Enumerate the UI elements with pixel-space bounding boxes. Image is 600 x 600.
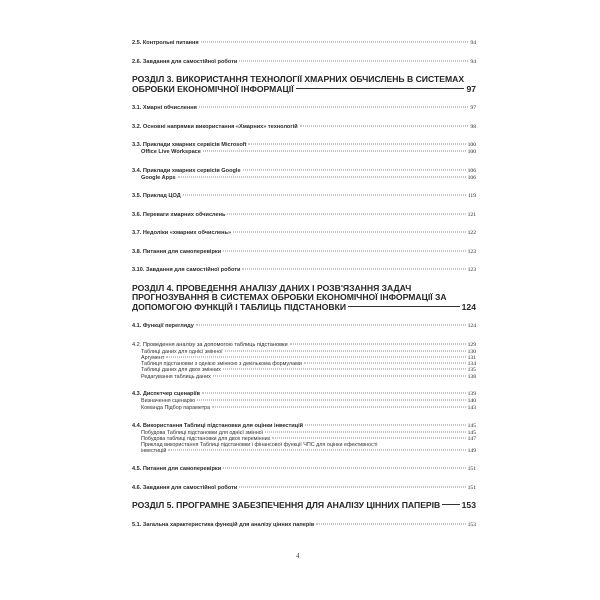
toc-subitem-title: Таблиці даних для однієї змінної	[141, 348, 223, 355]
toc-subitem	[132, 374, 476, 380]
toc-page-number: 153	[461, 500, 476, 511]
toc-page-number: 149	[467, 448, 476, 455]
leader-dots	[239, 60, 468, 61]
toc-entry	[132, 193, 476, 200]
leader-dots	[239, 486, 465, 487]
leader-dots	[201, 42, 469, 43]
toc-section-heading	[132, 75, 476, 94]
toc-page-number: 140	[467, 398, 476, 405]
toc-page-number: 119	[467, 193, 476, 199]
toc-entry-title: 3.5. Приклад ЦОД	[132, 193, 181, 199]
toc-entry	[132, 142, 476, 156]
toc-entry-continuation: Office Live Workspace	[141, 149, 201, 155]
section-heading-line: ОБРОБКИ ЕКОНОМІЧНОЇ ІНФОРМАЦІЇ	[132, 83, 294, 94]
toc-entry-title: 3.7. Недоліки «хмарних обчислень»	[132, 230, 232, 236]
toc-entry-title: 3.1. Хмарні обчислення	[132, 105, 197, 111]
leader-dots	[243, 169, 466, 170]
leader-dots	[316, 523, 465, 524]
toc-entry	[132, 323, 476, 330]
toc-entry-continuation: Google Apps	[141, 174, 176, 181]
toc-subitem-title-line: Приклад використання Таблиці підстановки і фінансової функції ЧПС для оцінки ефективності	[141, 442, 378, 449]
toc-page-number: 123	[467, 267, 476, 273]
section-heading-line: РОЗДІЛ 5. ПРОГРАМНЕ ЗАБЕЗПЕЧЕННЯ ДЛЯ АНАЛІЗУ ЦІННИХ ПАПЕРІВ	[132, 500, 441, 511]
toc-entry-title: 4.4. Використання Таблиці підстановки для оцінки інвестицій	[132, 422, 304, 429]
toc-entry	[132, 212, 476, 219]
leader-dots	[233, 232, 466, 233]
toc-page-number: 100	[467, 142, 476, 148]
toc-entry	[132, 40, 476, 47]
leader-dots	[290, 343, 466, 344]
toc-page-number: 134	[467, 361, 476, 368]
toc-entry-title: 2.6. Завдання для самостійної роботи	[132, 58, 238, 65]
toc-entry-title: 4.6. Завдання для самостійної роботи	[132, 484, 238, 491]
leader-dots	[183, 195, 466, 196]
toc-page-number: 153	[467, 521, 476, 528]
toc-page-number: 129	[467, 341, 476, 348]
toc-entry	[132, 267, 476, 274]
toc-page-number: 131	[467, 354, 476, 361]
leader-dots	[202, 393, 466, 394]
leader-dots	[300, 125, 469, 126]
toc-page-number: 94	[470, 58, 476, 65]
toc-entry	[132, 423, 476, 455]
toc-entry	[132, 168, 476, 182]
toc-entry	[132, 59, 476, 66]
leader-dots	[223, 250, 465, 251]
toc-entry	[132, 466, 476, 473]
leader-dots	[203, 151, 466, 152]
toc-entry-title: 4.3. Диспетчер сценаріїв	[132, 391, 201, 398]
toc-page-number: 124	[467, 323, 476, 329]
leader-dots	[227, 213, 465, 214]
section-heading-line: ДОПОМОГОЮ ФУНКЦІЙ І ТАБЛИЦЬ ПІДСТАНОВКИ	[132, 301, 347, 312]
toc-page-number: 100	[467, 149, 476, 155]
toc-entry-title: 3.3. Приклади хмарних сервісів Microsoft	[132, 142, 247, 148]
toc-page-number: 139	[467, 391, 476, 398]
table-of-contents	[132, 40, 476, 540]
toc-page-number: 143	[467, 404, 476, 411]
toc-subitem-title: Редагування таблиць даних	[141, 373, 211, 380]
toc-entry	[132, 230, 476, 237]
toc-subitem-title: інвестицій	[141, 448, 167, 455]
leader-dots	[213, 375, 466, 376]
toc-page-number: 124	[461, 301, 476, 312]
toc-entry-title: 3.2. Основні напрямки використання «Хмарних» технологій	[132, 123, 298, 130]
leader-dots	[304, 363, 466, 364]
toc-subitem	[132, 448, 476, 454]
leader-dots	[197, 400, 466, 401]
toc-entry-title: 4.5. Питання для самоперевірки	[132, 466, 222, 473]
toc-entry	[132, 249, 476, 256]
leader-dots	[225, 350, 466, 351]
page-number: 4	[296, 552, 300, 560]
toc-entry-title: 5.1. Загальна характеристика функцій для аналізу цінних паперів	[132, 521, 315, 528]
toc-entry-title: 3.4. Приклади хмарних сервісів Google	[132, 167, 241, 174]
toc-subitem-title: Команда Підбор параметра	[141, 404, 211, 411]
section-heading-line: РОЗДІЛ 4. ПРОВЕДЕННЯ АНАЛІЗУ ДАНИХ І РОЗВ'ЯЗАННЯ ЗАДАЧ	[132, 282, 412, 293]
toc-subitem-title: Аргумент	[141, 354, 165, 361]
toc-page-number: 122	[467, 230, 476, 236]
toc-entry-title: 3.10. Завдання для самостійної роботи	[132, 267, 241, 273]
leader-dots	[265, 431, 465, 432]
toc-page-number: 106	[467, 167, 476, 174]
leader-dots	[168, 450, 465, 451]
leader-dots	[242, 269, 465, 270]
section-heading-line: РОЗДІЛ 3. ВИКОРИСТАННЯ ТЕХНОЛОГІЇ ХМАРНИХ ОБЧИСЛЕНЬ В СИСТЕМАХ	[132, 74, 465, 84]
toc-page-number: 145	[467, 429, 476, 436]
toc-entry	[132, 522, 476, 529]
toc-page-number: 145	[467, 422, 476, 429]
toc-entry	[132, 391, 476, 411]
leader-dots	[178, 176, 466, 177]
leader-line	[348, 306, 460, 307]
leader-dots	[166, 356, 465, 357]
toc-entry	[132, 485, 476, 492]
toc-page-number: 94	[470, 40, 476, 46]
leader-line	[296, 88, 465, 89]
toc-page-number: 97	[466, 83, 476, 94]
toc-entry	[132, 342, 476, 380]
toc-page-number: 135	[467, 367, 476, 374]
toc-entry	[132, 105, 476, 112]
leader-dots	[272, 437, 465, 438]
toc-subitem-title: Таблиці даних для двох змінних	[141, 367, 221, 374]
toc-page-number: 106	[467, 174, 476, 181]
toc-page-number: 130	[467, 348, 476, 355]
toc-entry-title: 4.1. Функції перегляду	[132, 323, 194, 329]
toc-subitem-title: Побудова Таблиці підстановки для однієї змінної	[141, 429, 264, 436]
toc-page-number: 97	[470, 105, 476, 111]
toc-page-number: 147	[467, 435, 476, 442]
leader-dots	[223, 468, 465, 469]
toc-entry-title: 4.2. Проведення аналізу за допомогою таблиць підстановки	[132, 341, 288, 348]
toc-page-number: 138	[467, 373, 476, 380]
toc-page-number: 123	[467, 248, 476, 255]
leader-dots	[196, 325, 466, 326]
toc-page-number: 121	[467, 211, 476, 218]
leader-dots	[223, 369, 466, 370]
toc-section-heading	[132, 284, 476, 313]
leader-line	[442, 504, 459, 505]
leader-dots	[248, 144, 465, 145]
toc-subitem-title: Визначення сценарію	[141, 398, 196, 405]
toc-page-number: 151	[467, 466, 476, 473]
toc-subitem-title: Побудова таблиці підстановки для двох перемінних	[141, 435, 271, 442]
toc-entry-title: 3.6. Переваги хмарних обчислень	[132, 211, 226, 218]
leader-dots	[305, 424, 466, 425]
toc-section-heading	[132, 501, 476, 511]
toc-subitem	[132, 405, 476, 411]
leader-dots	[212, 406, 465, 407]
section-heading-line: ПРОГНОЗУВАННЯ В СИСТЕМАХ ОБРОБКИ ЕКОНОМІЧНОЇ ІНФОРМАЦІЇ ЗА	[132, 292, 447, 302]
toc-entry	[132, 124, 476, 131]
toc-entry-title: 2.5. Контрольні питання	[132, 40, 199, 46]
toc-page-number: 151	[467, 484, 476, 491]
toc-page-number: 98	[470, 123, 476, 130]
toc-subitem-title: Таблиця підстановки з однією змінною з декількома формулами	[141, 361, 302, 368]
toc-entry-title: 3.8. Питання для самоперевірки	[132, 248, 222, 255]
leader-dots	[199, 107, 469, 108]
